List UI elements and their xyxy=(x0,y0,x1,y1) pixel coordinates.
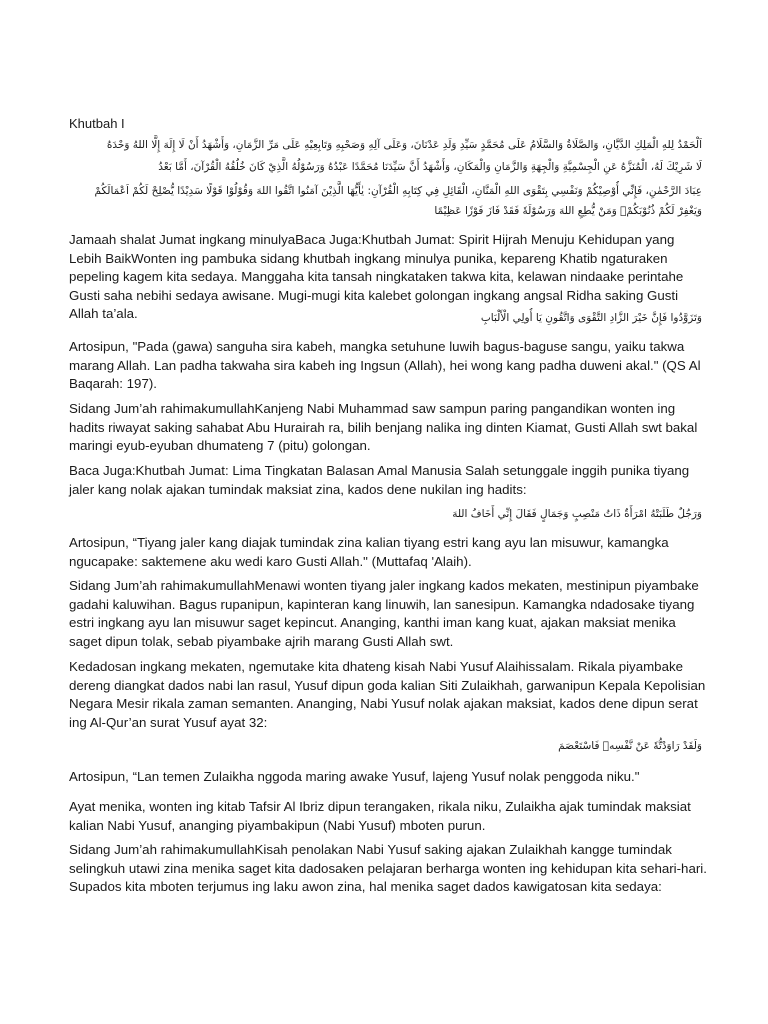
arabic-quote-yusuf: وَلَقَدْ رَاوَدْتُّهٗ عَنْ نَّفْسِهٖ فَاسْتَعْصَمَ xyxy=(558,740,702,752)
paragraph-translation-hadith: Artosipun, “Tiyang jaler kang diajak tumindak zina kalian tiyang estri kang ayu lan misuwur, kamangka ngucapake: saktemene aku wedi karo Gusti Allah." (Muttafaq 'Alaih). xyxy=(69,535,669,569)
paragraph-seven-groups: Baca Juga:Khutbah Jumat: Lima Tingkatan Balasan Amal Manusia Salah setunggale inggih punika tiyang jaler kang nolak ajakan tumindak maksiat zina, kados dene nukilan ing hadits: xyxy=(69,463,690,497)
khutbah-heading: Khutbah I xyxy=(69,116,125,131)
paragraph-hadith-intro: Sidang Jum’ah rahimakumullahKanjeng Nabi Muhammad saw sampun paring pangandikan wonten ing hadits riwayat saking sahabat Abu Hurairah ra, bilih benjang nalika ing dinten Kiamat, Gusti Allah swt bakal maringi eyub-eyuban dhumateng 7 (pitu) golongan. xyxy=(69,401,698,453)
arabic-quote-albaqarah: وَتَزَوَّدُوا فَإِنَّ خَيْرَ الزَّادِ التَّقْوَى وَاتَّقُونِ يَا أُولِي الْأَلْبَابِ xyxy=(480,312,702,324)
paragraph-nabi-yusuf: Kedadosan ingkang mekaten, ngemutake kita dhateng kisah Nabi Yusuf Alaihissalam. Rikala piyambake dereng diangkat dados nabi lan rasul, Yusuf dipun goda kalian Siti Zulaikhah, garwanipun Kepala Kepolisian Negara Mesir rikala zaman semanten. Ananging, Nabi Yusuf nolak ajakan maksiat, kados dene dipun serat ing Al-Qur’an surat Yusuf ayat 32: xyxy=(69,659,706,730)
paragraph-tafsir-ibriz: Ayat menika, wonten ing kitab Tafsir Al Ibriz dipun terangaken, rikala niku, Zulaikha ajak tumindak maksiat kalian Nabi Yusuf, ananging piyambakipun (Nabi Yusuf) mboten purun. xyxy=(69,799,691,833)
paragraph-lesson: Sidang Jum’ah rahimakumullahKisah penolakan Nabi Yusuf saking ajakan Zulaikhah kangge tumindak selingkuh utawi zina menika saget kita dadosaken pelajaran berharga wonten ing kehidupan kita sehari-hari. Supados kita mboten terjumus ing laku awon zina, hal menika saget dados kawigatosan kita sedaya: xyxy=(69,842,707,894)
paragraph-virtue: Sidang Jum’ah rahimakumullahMenawi wonten tiyang jaler ingkang kados mekaten, mestinipun piyambake gadahi kaluwihan. Bagus rupanipun, kapinteran kang linuwih, lan sanesipun. Kamangka ndadosake tiyang estri ingkang ayu lan misuwur saget kepincut. Ananging, kanthi iman kang kuat, ajakan maksiat menika saget dipun tolak, sebab piyambake ajrih marang Gusti Allah swt. xyxy=(69,578,699,649)
paragraph-translation-yusuf: Artosipun, “Lan temen Zulaikha nggoda maring awake Yusuf, lajeng Yusuf nolak penggoda niku." xyxy=(69,769,640,784)
paragraph-translation-albaqarah: Artosipun, "Pada (gawa) sanguha sira kabeh, mangka setuhune luwih bagus-baguse sangu, yaiku takwa marang Allah. Lan padha takwaha sira kabeh ing Ingsun (Allah), hei wong kang padha duweni akal." (QS Al Baqarah: 197). xyxy=(69,339,701,391)
paragraph-opening: Jamaah shalat Jumat ingkang minulyaBaca Juga:Khutbah Jumat: Spirit Hijrah Menuju Kehidupan yang Lebih BaikWonten ing pambuka sidang khutbah ingkang minulya punika, kepareng Khatib ngaturaken pepeling kagem kita sedaya. Manggaha kita tansah ningkataken takwa kita, kelawan nindaake perintahe Gusti saha nebihi sedaya awisane. Mugi-mugi kita kalebet golongan ingkang angsal Ridha saking Gusti Allah ta’ala. xyxy=(69,232,684,321)
arabic-quote-hadith: وَرَجُلٌ طَلَبَتْهُ امْرَأَةٌ ذَاتُ مَنْصِبٍ وَجَمَالٍ فَقَالَ إِنِّي أَخَافُ اللهَ xyxy=(452,508,702,520)
arabic-opening-line-1: اَلْحَمْدُ لِلهِ الْمَلِكِ الدَّيَّانِ، وَالصَّلَاةُ وَالسَّلَامُ عَلَى مُحَمَّدٍ سَيِّدِ وَلَدِ عَدْنَانَ، وَعَلَى آلِهِ وَصَحْبِهِ وَتَابِعِيْهِ عَلَى مَرِّ الزَّمَانِ، وَأَشْهَدُ أَنْ لَا إِلَهَ إِلَّا اللهُ وَحْدَهُ xyxy=(106,139,702,151)
arabic-opening-line-2: لَا شَرِيْكَ لَهُ، الْمُنَزَّهُ عَنِ الْجِسْمِيَّةِ وَالْجِهَةِ وَالزَّمَانِ وَالْمَكَانِ، وَأَشْهَدُ أَنَّ سَيِّدَنَا مُحَمَّدًا عَبْدُهُ وَرَسُوْلُهُ الَّذِيْ كَانَ خُلُقُهُ الْقُرْآنَ، أَمَّا بَعْدُ xyxy=(158,161,702,173)
arabic-wasiat-line-2: وَيَغْفِرْ لَكُمْ ذُنُوْبَكُمْۗ وَمَنْ يُّطِعِ اللهَ وَرَسُوْلَهٗ فَقَدْ فَازَ فَوْزًا عَظِيْمًا xyxy=(434,205,702,217)
arabic-wasiat-line-1: عِبَادَ الرَّحْمٰنِ، فَإِنِّي أُوْصِيْكُمْ وَنَفْسِي بِتَقْوَى اللهِ الْمَنَّانِ، الْقَائِلِ فِي كِتَابِهِ الْقُرْآنِ: يٰأَيُّهَا الَّذِيْنَ آمَنُوا اتَّقُوا اللهَ وَقُوْلُوْا قَوْلًا سَدِيْدًا يُّصْلِحْ لَكُمْ اَعْمَالَكُمْ xyxy=(94,185,702,197)
